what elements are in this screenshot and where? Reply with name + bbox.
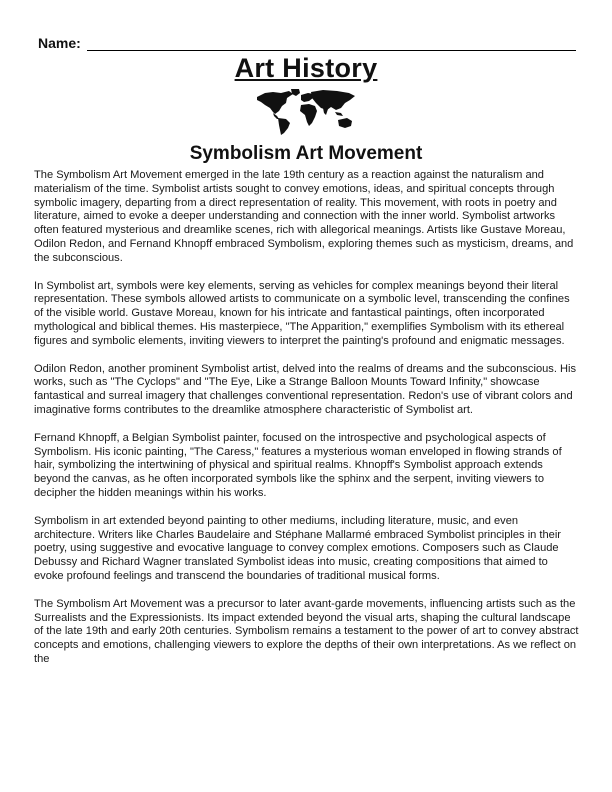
page-title: Art History — [234, 53, 378, 83]
paragraph: The Symbolism Art Movement was a precursor to later avant-garde movements, influencing artists such as the Surrealists and the Expressionists. Its impact extended beyond the visual arts, shaping the cultural landscape of the late 19th and early 20th centuries. Symbolism remains a testament to the power of art to convey abstract concepts and emotions, challenging viewers to explore the depths of their own interpretations. As we reflect on the — [34, 597, 579, 665]
article-body — [34, 169, 580, 681]
paragraph: Symbolism in art extended beyond painting to other mediums, including literature, music, and even architecture. Writers like Charles Baudelaire and Stéphane Mallarmé embraced Symbolist principles in their poetry, using suggestive and evocative language to convey complex emotions. Composers such as Claude Debussy and Richard Wagner translated Symbolist ideas into music, creating compositions that aimed to evoke profound feelings and transcend the boundaries of traditional musical forms. — [34, 514, 561, 582]
name-label: Name: — [38, 35, 81, 51]
paragraph: Odilon Redon, another prominent Symbolist artist, delved into the realms of dreams and the subconscious. His works, such as "The Cyclops" and "The Eye, Like a Strange Balloon Mounts Toward Infinity," showcase fantastical and surreal imagery that challenges conventional representation. Redon's use of vibrant colors and imaginative forms contributes to the dreamlike atmosphere characteristic of Symbolist art. — [34, 362, 577, 416]
paragraph: In Symbolist art, symbols were key elements, serving as vehicles for complex meanings beyond their literal representation. These symbols allowed artists to communicate on a symbolic level, transcending the confines of the visible world. Gustave Moreau, known for his intricate and fantastical paintings, often incorporated mythological and biblical themes. His masterpiece, "The Apparition," exemplifies Symbolism with its ethereal figures and symbolic elements, inviting viewers to interpret the painting's profound and enigmatic messages. — [34, 279, 570, 347]
paragraph: The Symbolism Art Movement emerged in the late 19th century as a reaction against the naturalism and materialism of the time. Symbolist artists sought to convey emotions, ideas, and spiritual concepts through symbolic imagery, departing from a direct representation of reality. This movement, with roots in poetry and literature, aimed to evoke a deeper understanding and connection with the inner world. Symbolist artworks often featured mysterious and dreamlike scenes, rich with allegorical meanings. Artists like Gustave Moreau, Odilon Redon, and Fernand Khnopff embraced Symbolism, exploring themes such as mysticism, dreams, and the subconscious. — [34, 169, 574, 264]
paragraph: Fernand Khnopff, a Belgian Symbolist painter, focused on the introspective and psychological aspects of Symbolism. His iconic painting, "The Caress," features a mysterious woman enveloped in flowing strands of hair, symbolizing the intertwining of physical and spiritual realms. Khnopff's Symbolist approach extends beyond the canvas, as he often incorporated symbols like the sphinx and the serpent, inviting viewers to decipher the hidden meanings within his works. — [34, 431, 562, 499]
world-map-icon — [253, 88, 359, 136]
name-input-line[interactable] — [87, 36, 576, 51]
name-field-row — [38, 35, 576, 51]
section-heading: Symbolism Art Movement — [189, 143, 423, 164]
